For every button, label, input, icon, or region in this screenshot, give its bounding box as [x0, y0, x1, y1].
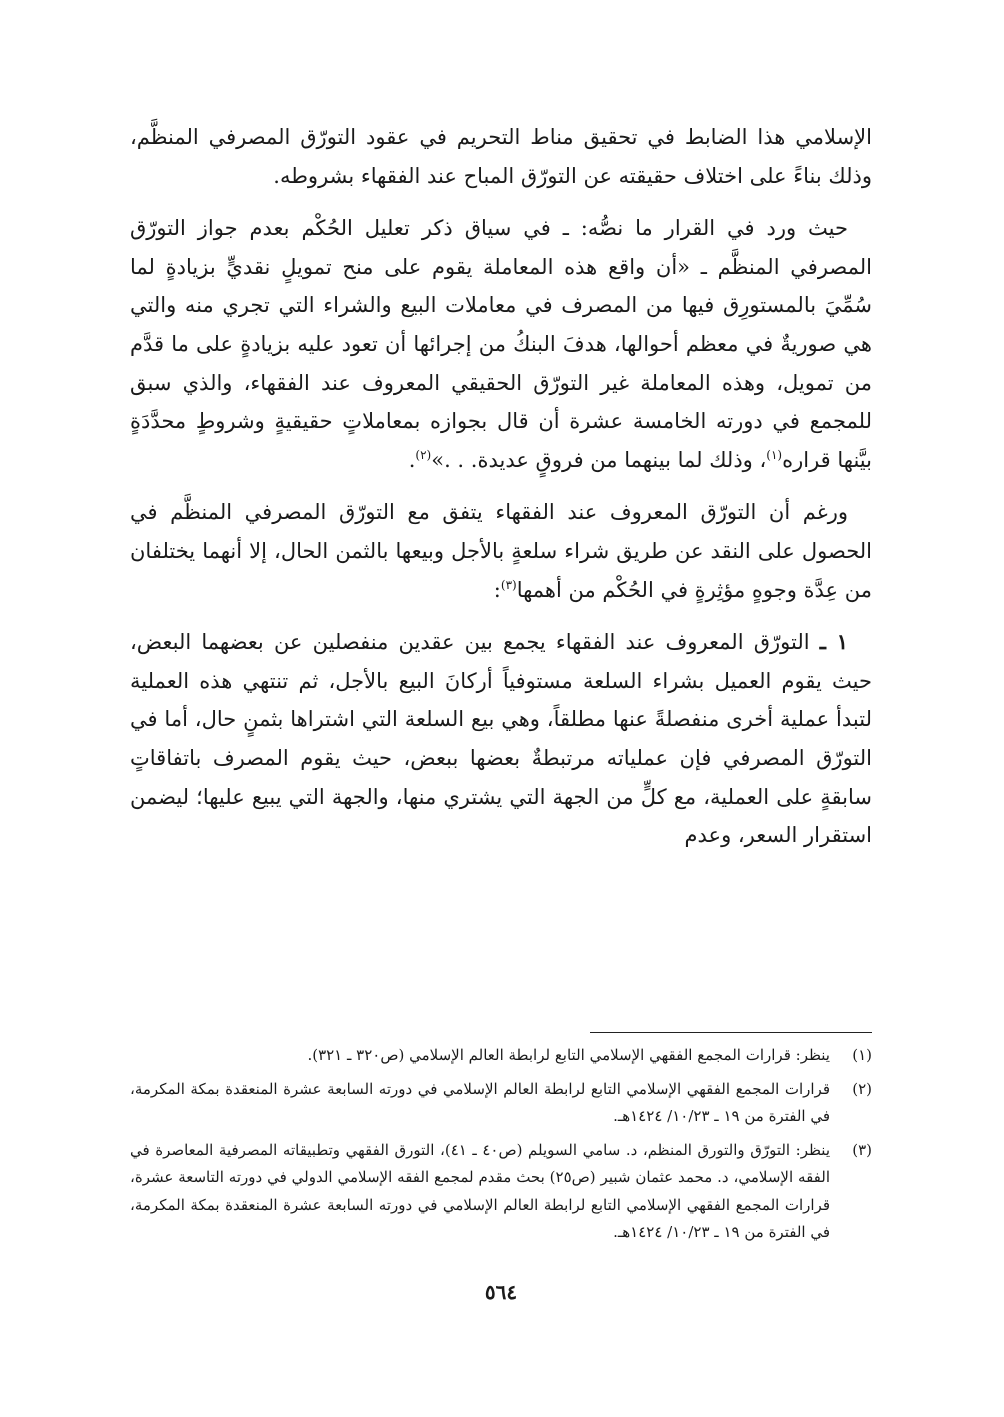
footnote-divider	[590, 1032, 872, 1033]
footnote-number: (٣)	[852, 1140, 872, 1159]
paragraph-3-end: :	[493, 577, 501, 602]
footnote-number: (٢)	[852, 1079, 872, 1098]
paragraph-2-text: حيث ورد في القرار ما نصُّه: ـ في سياق ذكر تعليل الحُكْم بعدم جواز التورّق المصرفي المنظَّم ـ «أن واقع هذه المعاملة يقوم على منح تمويلٍ نقديٍّ بزيادةٍ لما سُمِّيَ بالمستورِق فيها من المصرف في معاملات البيع والشراء التي تجري منه والتي هي صوريةٌ في معظم أحوالها، هدفَ البنكُ من إجرائها أن تعود عليه بزيادةٍ على ما قدَّم من تمويل، وهذه المعاملة غير التورّق الحقيقي المعروف عند الفقهاء، والذي سبق للمجمع في دورته الخامسة عشرة أن قال بجوازه بمعاملاتٍ حقيقيةٍ وشروطٍ محدَّدَةٍ بيَّنها قراره	[130, 216, 872, 472]
footnote-text: ينظر: التورّق والتورق المنظم، د. سامي السويلم (ص٤٠ ـ ٤١)، التورق الفقهي وتطبيقاته المصرفية المعاصرة في الفقه الإسلامي، د. محمد عثمان شبير (ص٢٥) بحث مقدم لمجمع الفقه الإسلامي الدولي في دورته التاسعة عشرة، قرارات المجمع الفقهي الإسلامي التابع لرابطة العالم الإسلامي في دورته السابعة عشرة المنعقدة بمكة المكرمة، في الفترة من ١٩ ـ ١٠/٢٣/ ١٤٢٤هـ.	[130, 1140, 831, 1241]
footnote-3	[130, 1137, 872, 1247]
footnote-number: (١)	[852, 1046, 872, 1064]
paragraph-2-text-cont: ، وذلك لما بينهما من فروقٍ عديدة. . .»	[431, 447, 767, 472]
footnote-text: قرارات المجمع الفقهي الإسلامي التابع لرابطة العالم الإسلامي في دورته السابعة عشرة المنعقدة بمكة المكرمة، في الفترة من ١٩ ـ ١٠/٢٣/ ١٤٢٤هـ.	[130, 1079, 830, 1125]
footnote-ref-3: (٣)	[500, 577, 517, 592]
paragraph-4	[130, 623, 872, 855]
paragraph-2-end: .	[408, 447, 416, 472]
paragraph-2	[130, 209, 872, 479]
paragraph-3-text: ورغم أن التورّق المعروف عند الفقهاء يتفق مع التورّق المصرفي المنظَّم في الحصول على النقد عن طريق شراء سلعةٍ بالأجل وبيعها بالثمن الحال، إلا أنهما يختلفان من عِدَّة وجوهٍ مؤثِرةٍ في الحُكْم من أهمها	[130, 500, 872, 602]
paragraph-3	[130, 493, 872, 609]
footnotes	[130, 1042, 872, 1253]
list-number: ١ ـ	[819, 629, 848, 655]
document-page	[130, 118, 872, 1318]
footnote-ref-2: (٢)	[415, 447, 432, 462]
footnote-2	[130, 1076, 872, 1131]
main-text	[130, 118, 872, 855]
page-number: ٥٦٤	[484, 1280, 518, 1304]
paragraph-1: الإسلامي هذا الضابط في تحقيق مناط التحريم في عقود التورّق المصرفي المنظَّم، وذلك بناءً على اختلاف حقيقته عن التورّق المباح عند الفقهاء بشروطه.	[130, 125, 872, 188]
paragraph-4-text: التورّق المعروف عند الفقهاء يجمع بين عقدين منفصلين عن بعضهما البعض، حيث يقوم العميل بشراء السلعة مستوفياً أركانَ البيع بالأجل، ثم تنتهي هذه العملية لتبدأ عملية أخرى منفصلةً عنها مطلقاً، وهي بيع السلعة التي اشتراها بثمنٍ حال، أما في التورّق المصرفي فإن عملياته مرتبطةٌ بعضها ببعض، حيث يقوم المصرف باتفاقاتٍ سابقةٍ على العملية، مع كلٍّ من الجهة التي يشتري منها، والجهة التي يبيع عليها؛ ليضمن استقرار السعر، وعدم	[130, 630, 872, 848]
footnote-1	[130, 1042, 872, 1070]
footnote-ref-1: (١)	[766, 447, 783, 462]
footnote-text: ينظر: قرارات المجمع الفقهي الإسلامي التابع لرابطة العالم الإسلامي (ص٣٢٠ ـ ٣٢١).	[307, 1046, 830, 1064]
